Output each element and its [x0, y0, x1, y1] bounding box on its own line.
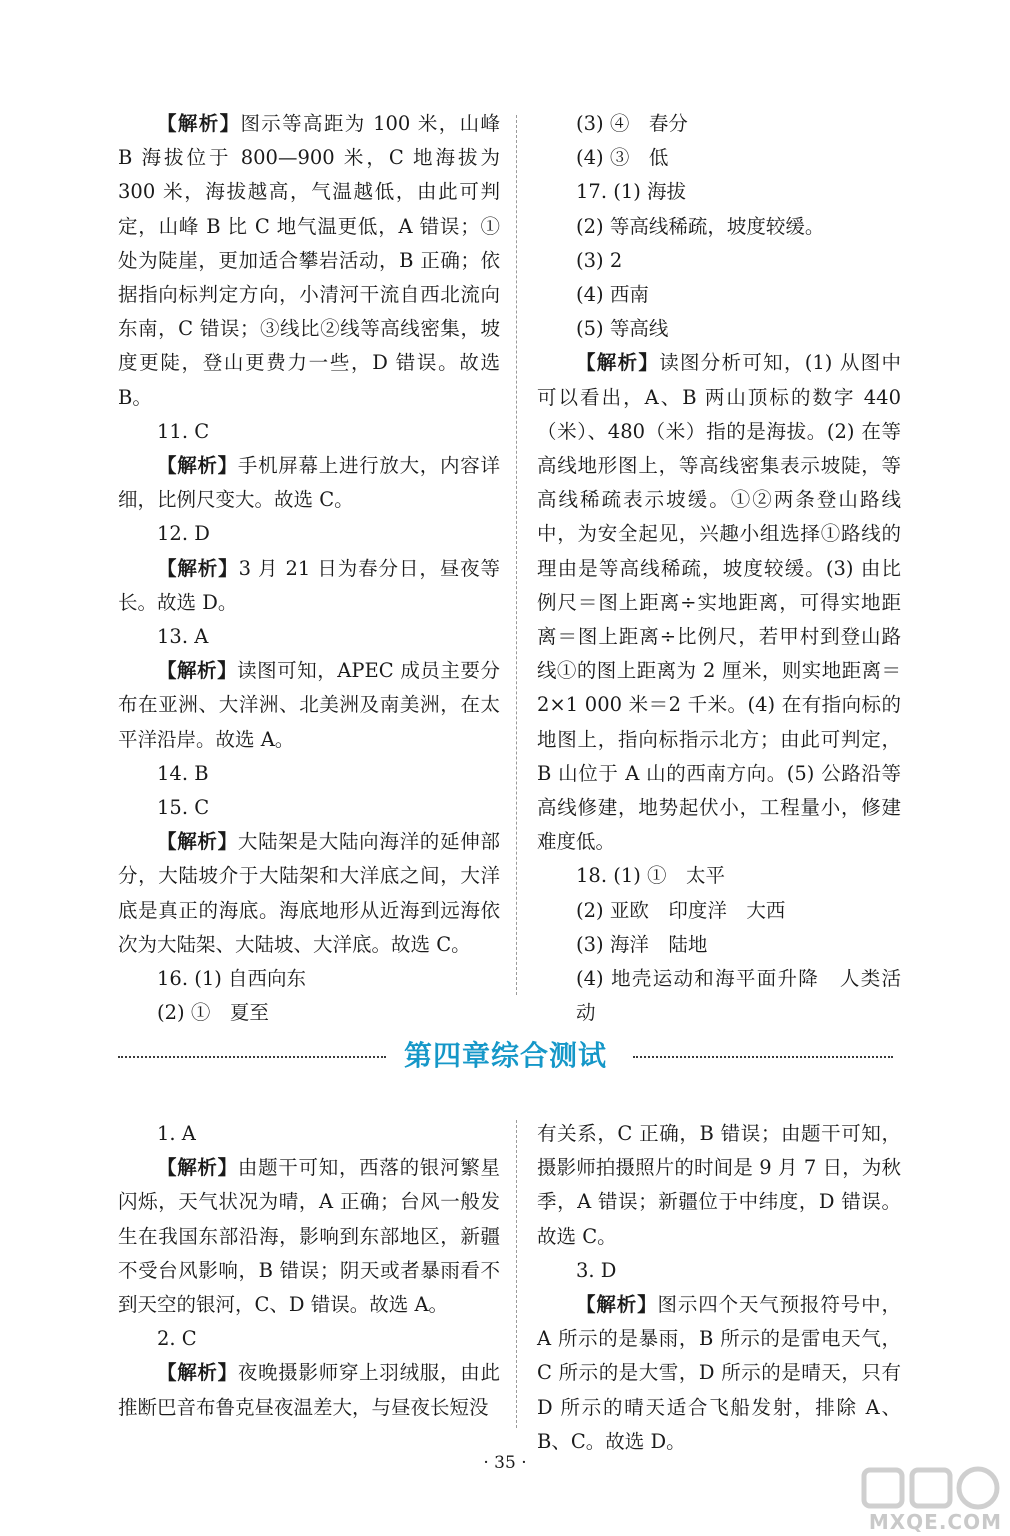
- paragraph-text: 13. A: [157, 625, 209, 649]
- watermark-logo-icon: [858, 1462, 1008, 1512]
- answer-line: [537, 1117, 901, 1254]
- bottom-left-column: [118, 1117, 500, 1425]
- bottom-right-column: [537, 1117, 901, 1459]
- answer-line: [118, 1322, 500, 1356]
- answer-line: [537, 894, 901, 928]
- paragraph-text: 图示四个天气预报符号中，A 所示的是暴雨，B 所示的是雷电天气，C 所示的是大雪，D 所示的是晴天，只有 D 所示的晴天适合飞船发射，排除 A、B、C。故选 D。: [537, 1293, 901, 1453]
- paragraph-text: (4) 地壳运动和海平面升降 人类活动: [576, 967, 901, 1025]
- paragraph-text: (2) ① 夏至: [157, 1001, 269, 1025]
- answer-line: [537, 312, 901, 346]
- answer-line: [118, 1117, 500, 1151]
- paragraph-text: (4) 西南: [576, 283, 649, 307]
- paragraph-text: (4) ③ 低: [576, 146, 669, 170]
- paragraph-text: 11. C: [157, 419, 210, 443]
- answer-line: [118, 757, 500, 791]
- paragraph-text: 2. C: [157, 1327, 197, 1351]
- explanation-tag: 【解析】: [157, 830, 238, 854]
- answer-line: [537, 244, 901, 278]
- explanation-paragraph: [118, 449, 500, 517]
- paragraph-text: 3 月 21 日为春分日，昼夜等长。故选 D。: [118, 556, 500, 614]
- explanation-tag: 【解析】: [157, 1361, 238, 1385]
- paragraph-text: 由题干可知，西落的银河繁星闪烁，天气状况为晴，A 正确；台风一般发生在我国东部沿海，影响到东部地区，新疆不受台风影响，B 错误；阴天或者暴雨看不到天空的银河，C、D 错误。故选 A。: [118, 1156, 500, 1317]
- paragraph-text: 16. (1) 自西向东: [157, 967, 307, 991]
- paragraph-text: 18. (1) ① 太平: [576, 864, 726, 888]
- column-divider-top: [516, 115, 517, 995]
- answer-line: [118, 620, 500, 654]
- explanation-tag: 【解析】: [576, 351, 660, 375]
- top-right-column: [537, 107, 901, 1030]
- answer-line: [537, 175, 901, 209]
- paragraph-text: 有关系，C 正确，B 错误；由题干可知，摄影师拍摄照片的时间是 9 月 7 日，为秋季，A 错误；新疆位于中纬度，D 错误。故选 C。: [537, 1122, 901, 1248]
- explanation-tag: 【解析】: [157, 1156, 238, 1180]
- explanation-tag: 【解析】: [576, 1293, 658, 1317]
- paragraph-text: (2) 等高线稀疏，坡度较缓。: [576, 214, 825, 238]
- explanation-paragraph: [537, 346, 901, 859]
- explanation-paragraph: [118, 1356, 500, 1424]
- paragraph-text: 夜晚摄影师穿上羽绒服，由此推断巴音布鲁克昼夜温差大，与昼夜长短没: [118, 1361, 500, 1419]
- answer-line: [118, 791, 500, 825]
- column-divider-bottom: [516, 1120, 517, 1428]
- paragraph-text: (3) 海洋 陆地: [576, 932, 708, 956]
- answer-line: [537, 107, 901, 141]
- paragraph-text: (5) 等高线: [576, 317, 669, 341]
- answer-line: [537, 278, 901, 312]
- paragraph-text: (3) ④ 春分: [576, 112, 688, 135]
- top-left-column: [118, 107, 500, 1030]
- answer-line: [537, 141, 901, 175]
- watermark: [858, 1462, 1008, 1534]
- explanation-paragraph: [118, 825, 500, 962]
- explanation-paragraph: [118, 1151, 500, 1322]
- explanation-tag: 【解析】: [157, 454, 238, 478]
- paragraph-text: (3) 2: [576, 248, 623, 272]
- paragraph-text: 12. D: [157, 522, 210, 546]
- answer-line: [537, 210, 901, 244]
- paragraph-text: 14. B: [157, 761, 209, 785]
- section-title: 第四章综合测试: [403, 1039, 607, 1072]
- paragraph-text: 手机屏幕上进行放大，内容详细，比例尺变大。故选 C。: [118, 454, 500, 512]
- paragraph-text: 3. D: [576, 1258, 617, 1282]
- explanation-tag: 【解析】: [157, 556, 239, 580]
- answer-line: [118, 517, 500, 551]
- answer-line: [537, 928, 901, 962]
- explanation-paragraph: [118, 107, 500, 415]
- dotted-rule-right: [633, 1056, 893, 1058]
- answer-line: [537, 1254, 901, 1288]
- page-number: · 35 ·: [483, 1453, 527, 1473]
- paragraph-text: 1. A: [157, 1122, 196, 1145]
- explanation-tag: 【解析】: [157, 112, 241, 135]
- paragraph-text: 图示等高距为 100 米，山峰 B 海拔位于 800—900 米，C 地海拔为 300 米，海拔越高，气温越低，由此可判定，山峰 B 比 C 地气温更低，A 错误；①处为陡崖，更加适合攀岩活动，B 正确；依据指向标判定方向，小清河干流自西北流向东南，C 错误；③线比②线等高线密集，坡度更陡，登山更费力一些，D 错误。故选 B。: [118, 112, 500, 409]
- answer-line: [118, 996, 500, 1030]
- explanation-paragraph: [118, 654, 500, 757]
- section-header: [118, 1030, 893, 1080]
- paragraph-text: 读图可知，APEC 成员主要分布在亚洲、大洋洲、北美洲及南美洲，在太平洋沿岸。故选 A。: [118, 659, 500, 751]
- explanation-paragraph: [118, 552, 500, 620]
- paragraph-text: (2) 亚欧 印度洋 大西: [576, 898, 786, 922]
- paragraph-text: 17. (1) 海拔: [576, 180, 687, 204]
- paragraph-text: 大陆架是大陆向海洋的延伸部分，大陆坡介于大陆架和大洋底之间，大洋底是真正的海底。海底地形从近海到远海依次为大陆架、大陆坡、大洋底。故选 C。: [118, 830, 500, 956]
- answer-line: [118, 415, 500, 449]
- answer-line: [537, 859, 901, 893]
- watermark-url: MXQE.COM: [868, 1510, 1002, 1534]
- explanation-tag: 【解析】: [157, 659, 238, 683]
- explanation-paragraph: [537, 1288, 901, 1459]
- answer-line: [537, 962, 901, 1030]
- answer-line: [118, 962, 500, 996]
- paragraph-text: 读图分析可知，(1) 从图中可以看出，A、B 两山顶标的数字 440（米）、480（米）指的是海拔。(2) 在等高线地形图上，等高线密集表示坡陡，等高线稀疏表示坡缓。①②两条登山路线中，为安全起见，兴趣小组选择①路线的理由是等高线稀疏，坡度较缓。(3) 由比例尺＝图上距离÷实地距离，可得实地距离＝图上距离÷比例尺，若甲村到登山路线①的图上距离为 2 厘米，则实地距离＝2×1 000 米＝2 千米。(4) 在有指向标的地图上，指向标指示北方；由此可判定，B 山位于 A 山的西南方向。(5) 公路沿等高线修建，地势起伏小，工程量小，修建难度低。: [537, 351, 901, 854]
- paragraph-text: 15. C: [157, 796, 210, 820]
